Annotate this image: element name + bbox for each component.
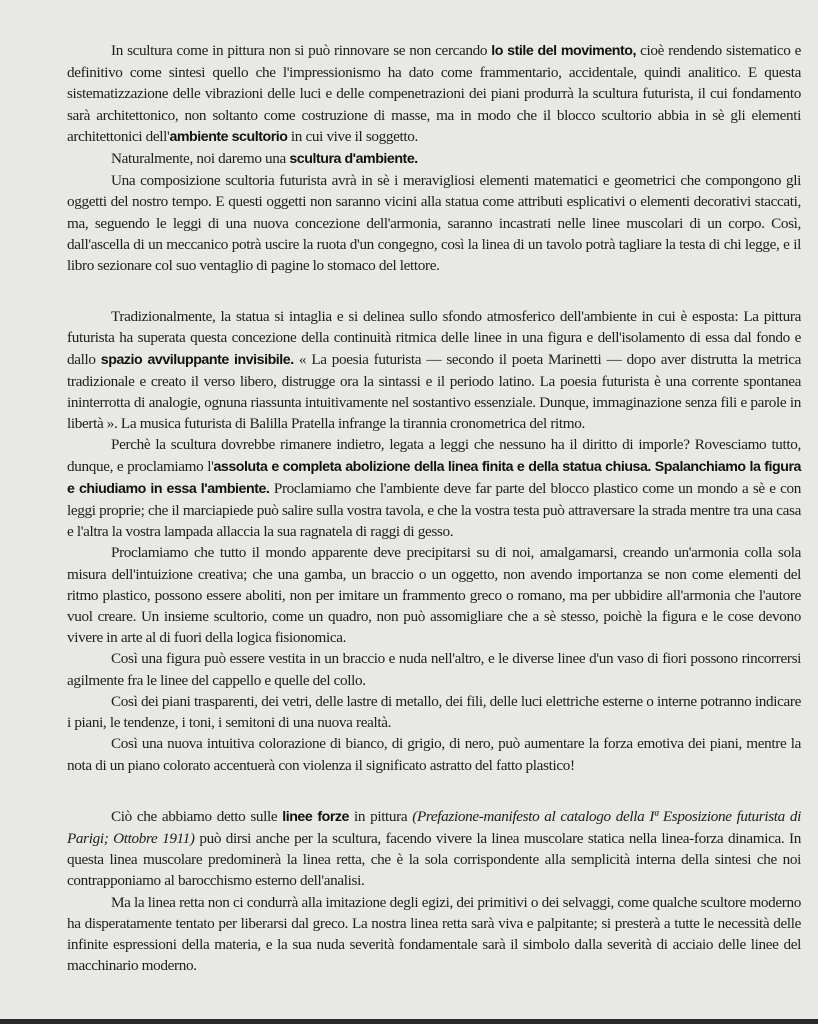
paragraph (67, 892, 801, 977)
text-run: In scultura come in pittura non si può rinnovare se non cercando (111, 42, 492, 59)
bold-emphasis: ambiente scultorio (169, 128, 288, 145)
text-run: Una composizione scultoria futurista avrà in sè i meravigliosi elementi matematici e geometrici che compongono gli oggetti del nostro tempo. E questi oggetti non saranno vicini alla statua come attributi esplicativi o elementi decorativi staccati, ma, seguendo le leggi di una nuova concezione dell'armonia, saranno incastrati nelle linee muscolari di un corpo. Così, dall'ascella di un meccanico potrà uscire la ruota d'un congegno, così la linea di un tavolo potrà tagliare la testa di chi legge, e il libro sezionare col suo ventaglio di pagine lo stomaco del lettore. (67, 172, 801, 275)
italic-citation: (Prefazione-manifesto al catalogo della Iª Esposizione futurista di Parigi; Ottobre 1911) (67, 807, 801, 847)
paragraph (67, 542, 801, 648)
text-run: in pittura (349, 807, 413, 825)
text-run: in cui vive il soggetto. (287, 127, 418, 145)
text-run: cioè rendendo sistematico e definitivo come sintesi quello che l'impressionismo ha dato come frammentario, accidentale, quindi analitico. E questa sistematizzazione delle vibrazioni delle luci e delle compenetrazioni dei piani produrrà la scultura futurista, il cui fondamento sarà architettonico, non soltanto come costruzione di masse, ma in modo che il blocco scultorio abbia in sè gli elementi architettonici dell' (67, 42, 801, 145)
document-page (67, 40, 801, 976)
text-run: Tradizionalmente, la statua si intaglia e si delinea sullo sfondo atmosferico dell'ambiente in cui è esposta: La pittura futurista ha superata questa concezione della continuità ritmica delle linee in una figura e dell'isolamento di essa dal fondo e dallo (67, 308, 801, 368)
text-run: Perchè la scultura dovrebbe rimanere indietro, legata a leggi che nessuno ha il diritto di imporle? Rovesciamo tutto, dunque, e proclamiamo l' (67, 436, 801, 475)
bold-emphasis: scultura d'ambiente. (289, 151, 418, 168)
text-run: Proclamiamo che tutto il mondo apparente deve precipitarsi su di noi, amalgamarsi, creando un'armonia colla sola misura dell'intuizione creativa; che una gamba, un braccio o un oggetto, non avendo importanza se non come elementi del ritmo plastico, possono essere aboliti, non per imitare un frammento greco o romano, ma per ubbidire all'armonia che l'autore vuol creare. Un insieme scultorio, come un quadro, non può assomigliare che a sè stesso, poichè la figura e le cose devono vivere in arte al di fuori della logica fisionomica. (67, 544, 801, 647)
paragraph (67, 40, 801, 148)
paragraph (67, 733, 801, 775)
bold-emphasis: linee forze (282, 808, 349, 825)
bold-emphasis: lo stile del movimento, (491, 43, 636, 59)
text-run: Così una nuova intuitiva colorazione di bianco, di grigio, di nero, può aumentare la forza emotiva dei piani, mentre la nota di un piano colorato accentuerà con violenza il significato astratto del fatto plastico! (67, 735, 801, 774)
paragraph (67, 306, 801, 434)
paragraph (67, 170, 801, 276)
bold-emphasis: spazio avviluppante invisibile. (100, 351, 294, 368)
paragraph (67, 434, 801, 542)
paragraph (67, 148, 801, 170)
bold-emphasis: assoluta e completa abolizione della linea finita e della statua chiusa. Spalanchiamo la figura e chiudiamo in essa l'ambiente. (67, 458, 801, 497)
scan-bottom-edge (0, 1019, 818, 1024)
text-run: Proclamiamo che l'ambiente deve far parte del blocco plastico come un mondo a sè e con leggi proprie; che il marciapiede può salire sulla vostra tavola, e che la vostra testa può attraversare la strada mentre tra una casa e l'altra la vostra lampada allaccia la sua ragnatela di raggi di gesso. (67, 479, 801, 541)
text-run: può dirsi anche per la scultura, facendo vivere la linea muscolare statica nella linea-forza dinamica. In questa linea muscolare predominerà la linea retta, che è la sola corrispondente alla semplicità interna della sintesi che noi contrapponiamo al barocchismo esterno dell'analisi. (67, 829, 801, 890)
text-run: « La poesia futurista — secondo il poeta Marinetti — dopo aver distrutta la metrica tradizionale e creato il verso libero, distrugge ora la sintassi e il periodo latino. La poesia futurista è una corrente spontanea ininterrotta di analogie, ognuna riassunta intuitivamente nel sostantivo essenziale. Dunque, immaginazione senza fili e parole in libertà ». La musica futurista di Balilla Pratella infrange la tirannia cronometrica del ritmo. (67, 350, 801, 433)
text-section (67, 40, 801, 276)
text-run: Così una figura può essere vestita in un braccio e nuda nell'altro, e le diverse linee d'un vaso di fiori possono rincorrersi agilmente fra le linee del cappello e quelle del collo. (67, 650, 801, 689)
paragraph (67, 691, 801, 733)
text-run: Così dei piani trasparenti, dei vetri, delle lastre di metallo, dei fili, delle luci elettriche esterne o interne potranno indicare i piani, le tendenze, i toni, i semitoni di una nuova realtà. (67, 692, 801, 732)
text-run: Ma la linea retta non ci condurrà alla imitazione degli egizi, dei primitivi o dei selvaggi, come qualche scultore moderno ha disperatamente tentato per liberarsi dal greco. La nostra linea retta sarà viva e palpitante; si presterà a tutte le necessità delle infinite espressioni della materia, e la sua nuda severità fondamentale sarà il simbolo dalla severità di acciaio delle linee del macchinario moderno. (67, 893, 801, 975)
paragraph (67, 806, 801, 892)
text-section (67, 306, 801, 775)
text-section (67, 806, 801, 977)
paragraph (67, 648, 801, 690)
text-run: Ciò che abbiamo detto sulle (111, 807, 283, 825)
text-run: Naturalmente, noi daremo una (111, 150, 290, 168)
